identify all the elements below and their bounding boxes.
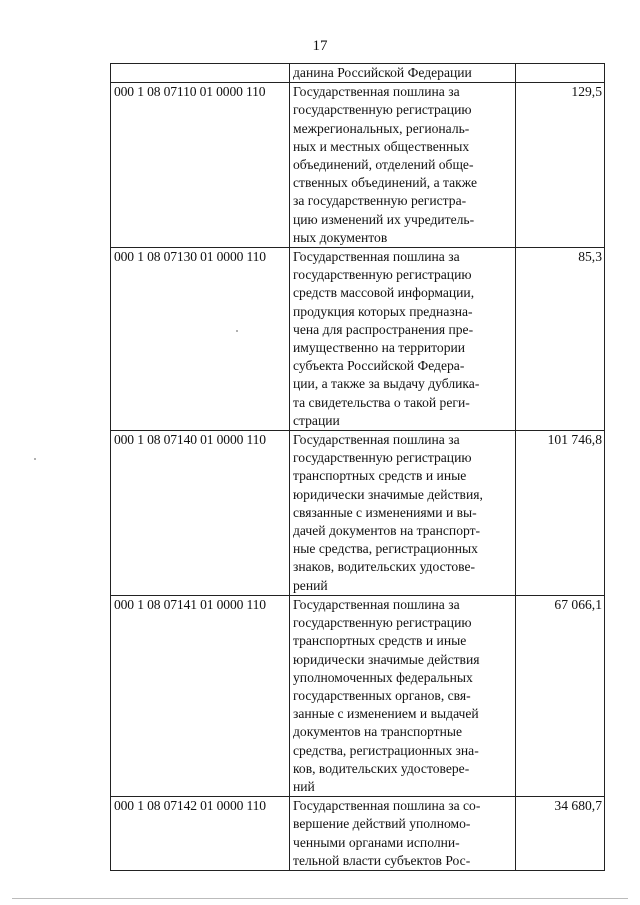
code-cell: 000 1 08 07141 01 0000 110 xyxy=(111,595,290,796)
name-line: ные средства, регистрационных xyxy=(293,541,478,557)
name-line: ных и местных общественных xyxy=(293,138,470,154)
name-line: чена для распространения пре- xyxy=(293,321,474,337)
name-line: средств массовой информации, xyxy=(293,285,475,301)
name-line: государственную регистрацию xyxy=(293,450,472,466)
name-line: ний xyxy=(293,778,315,794)
table-row xyxy=(111,431,605,596)
table-row xyxy=(111,248,605,431)
name-line: транспортных средств и иные xyxy=(293,633,467,649)
scan-speck xyxy=(34,458,36,460)
name-line: уполномоченных федеральных xyxy=(293,669,473,685)
name-line: государственную регистрацию xyxy=(293,267,472,283)
name-line: юридически значимые действия xyxy=(293,651,480,667)
name-cell xyxy=(290,797,516,871)
name-line: средства, регистрационных зна- xyxy=(293,742,479,758)
name-line: продукция которых предназна- xyxy=(293,303,473,319)
name-line: документов на транспортные xyxy=(293,724,463,740)
name-line: ных документов xyxy=(293,229,388,245)
name-cell xyxy=(290,431,516,596)
name-cell xyxy=(290,595,516,796)
code-cell: 000 1 08 07142 01 0000 110 xyxy=(111,797,290,871)
name-line: Государственная пошлина за xyxy=(293,84,460,100)
name-line: субъекта Российской Федера- xyxy=(293,358,465,374)
name-line: ции, а также за выдачу дублика- xyxy=(293,376,480,392)
amount-cell xyxy=(516,64,605,83)
footer-rule xyxy=(12,898,628,899)
table-row xyxy=(111,797,605,871)
table-row xyxy=(111,595,605,796)
name-line: имущественно на территории xyxy=(293,340,466,356)
name-line: дачей документов на транспорт- xyxy=(293,523,481,539)
name-line: Государственная пошлина за со- xyxy=(293,798,481,814)
name-line: межрегиональных, региональ- xyxy=(293,120,470,136)
name-cell xyxy=(290,83,516,248)
name-line: тельной власти субъектов Рос- xyxy=(293,852,471,868)
table-row-continuation xyxy=(111,64,605,83)
name-line: занные с изменением и выдачей xyxy=(293,706,479,722)
code-cell: 000 1 08 07110 01 0000 110 xyxy=(111,83,290,248)
code-cell: 000 1 08 07140 01 0000 110 xyxy=(111,431,290,596)
name-line: вершение действий уполномо- xyxy=(293,816,471,832)
table-row xyxy=(111,83,605,248)
name-line: ственных объединений, а также xyxy=(293,175,478,191)
scan-speck xyxy=(236,330,238,332)
code-cell xyxy=(111,64,290,83)
name-line: Государственная пошлина за xyxy=(293,432,460,448)
name-line: юридически значимые действия, xyxy=(293,486,483,502)
amount-cell: 67 066,1 xyxy=(516,595,605,796)
code-cell: 000 1 08 07130 01 0000 110 xyxy=(111,248,290,431)
name-line: транспортных средств и иные xyxy=(293,468,467,484)
page-number: 17 xyxy=(312,38,328,54)
name-cell xyxy=(290,64,516,83)
amount-cell: 101 746,8 xyxy=(516,431,605,596)
name-line: ков, водительских удостовере- xyxy=(293,760,470,776)
name-line: Государственная пошлина за xyxy=(293,249,460,265)
amount-cell: 129,5 xyxy=(516,83,605,248)
name-line: Государственная пошлина за xyxy=(293,596,460,612)
name-line: данина Российской Федерации xyxy=(293,65,472,80)
amount-cell: 34 680,7 xyxy=(516,797,605,871)
name-line: связанные с изменениями и вы- xyxy=(293,504,477,520)
budget-table xyxy=(110,63,605,871)
name-line: за государственную регистра- xyxy=(293,193,467,209)
name-line: объединений, отделений обще- xyxy=(293,157,474,173)
name-line: государственную регистрацию xyxy=(293,615,472,631)
name-line: та свидетельства о такой реги- xyxy=(293,394,470,410)
name-line: государственных органов, свя- xyxy=(293,687,471,703)
name-line: знаков, водительских удостове- xyxy=(293,559,476,575)
amount-cell: 85,3 xyxy=(516,248,605,431)
name-line: цию изменений их учредитель- xyxy=(293,211,475,227)
table-body xyxy=(111,64,605,871)
name-line: рений xyxy=(293,577,328,593)
name-line: государственную регистрацию xyxy=(293,102,472,118)
name-cell xyxy=(290,248,516,431)
name-line: ченными органами исполни- xyxy=(293,834,460,850)
name-line: страции xyxy=(293,412,340,428)
